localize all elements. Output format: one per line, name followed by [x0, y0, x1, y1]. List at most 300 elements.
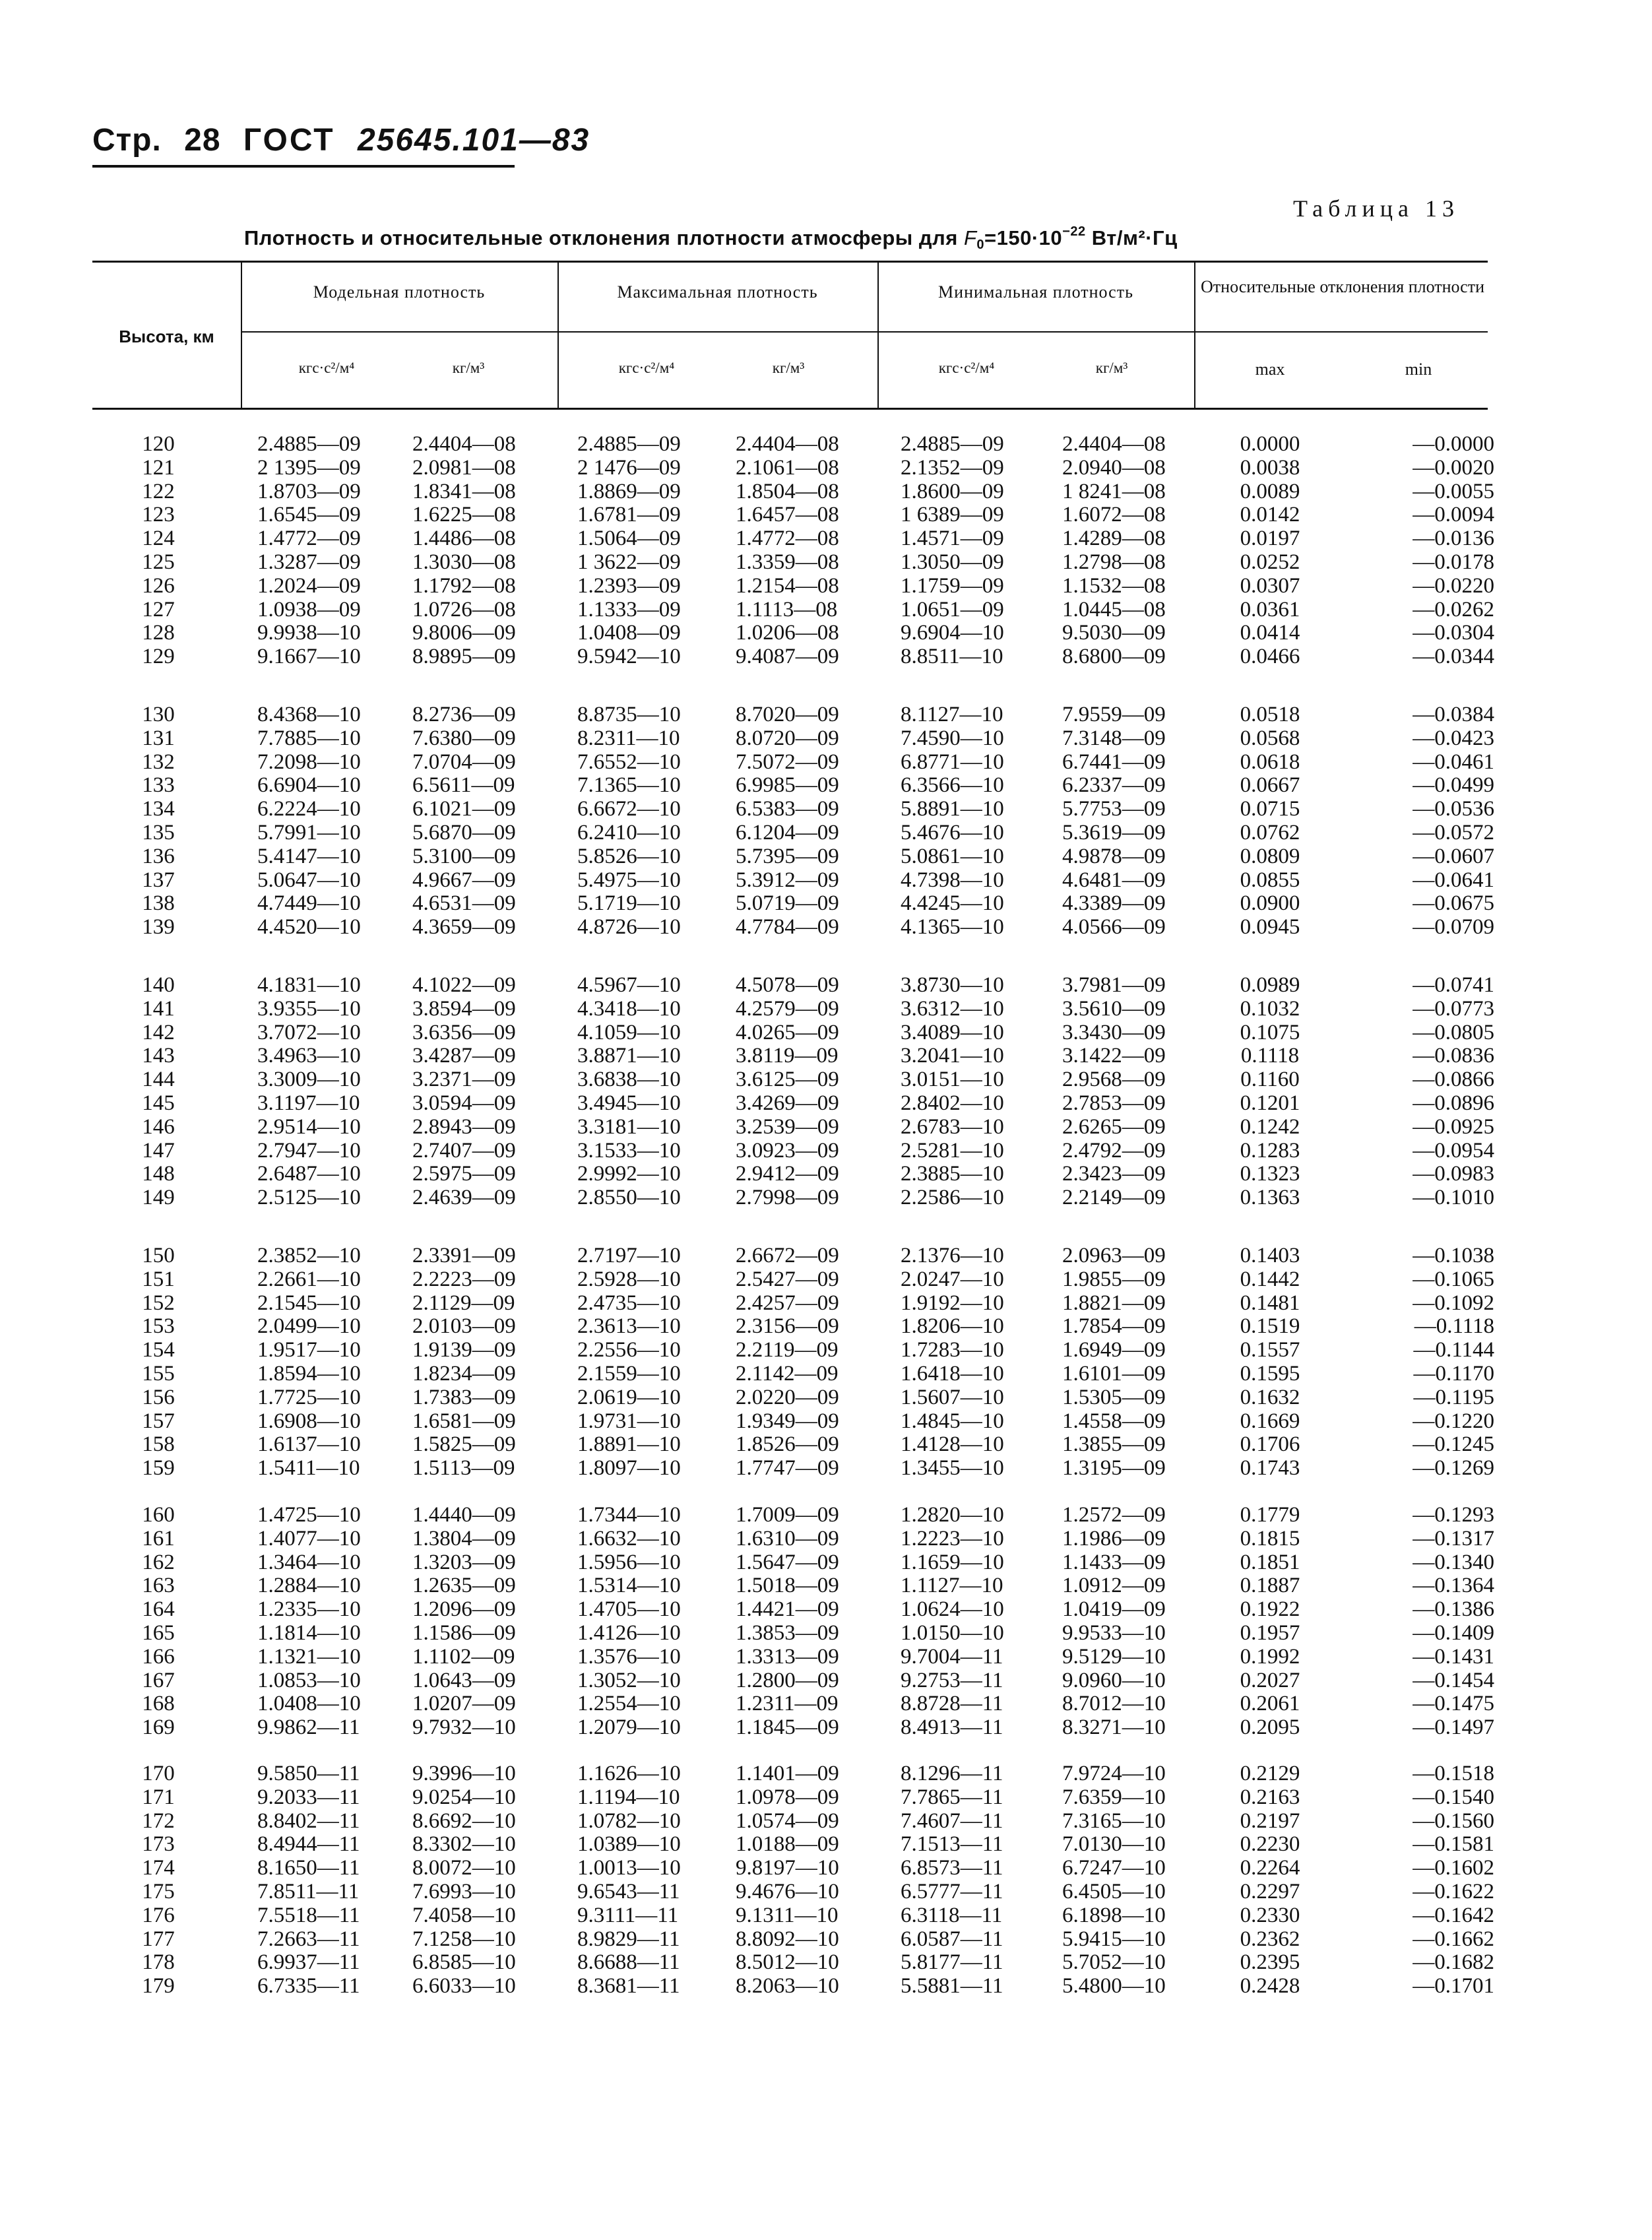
min-kgs-cell: 6.3566—10	[901, 773, 1004, 798]
height-cell: 175	[142, 1880, 175, 1904]
model-kgs-cell: 2.6487—10	[257, 1162, 361, 1186]
min-kg-cell: 8.7012—10	[1062, 1692, 1166, 1716]
model-kg-cell: 3.8594—09	[412, 996, 516, 1021]
running-header	[92, 122, 603, 158]
height-cell: 152	[142, 1291, 175, 1315]
rel-min-cell: —0.0262	[1413, 597, 1494, 622]
model-kg-cell: 9.3996—10	[412, 1762, 516, 1785]
caption-symbol: F	[963, 226, 977, 249]
rel-max-cell: 0.0197	[1240, 527, 1300, 551]
rel-max-cell: 0.0900	[1240, 891, 1300, 916]
model-kg-cell: 2.7407—09	[412, 1138, 516, 1163]
table-row	[0, 1904, 1652, 1927]
model-kg-cell: 7.6380—09	[412, 726, 516, 750]
rel-max-cell: 0.0466	[1240, 645, 1300, 669]
rel-max-cell: 0.0518	[1240, 703, 1300, 726]
height-cell: 159	[142, 1456, 175, 1481]
rel-min-cell: —0.1065	[1413, 1267, 1494, 1291]
height-cell: 145	[142, 1091, 175, 1115]
max-kgs-cell: 1.3052—10	[577, 1668, 681, 1692]
model-kgs-cell: 6.2224—10	[257, 797, 361, 821]
model-kgs-cell: 6.9937—11	[257, 1950, 360, 1975]
model-kg-cell: 4.3659—09	[412, 915, 516, 940]
min-kgs-cell: 1.9192—10	[901, 1291, 1004, 1315]
min-kg-cell: 2.2149—09	[1062, 1186, 1166, 1210]
rel-max-cell: 0.2197	[1240, 1808, 1300, 1833]
max-kgs-cell: 1.4126—10	[577, 1621, 681, 1645]
height-cell: 136	[142, 844, 175, 868]
rel-max-cell: 0.0307	[1240, 573, 1300, 598]
model-kgs-cell: 1.3287—09	[257, 550, 361, 574]
model-kg-cell: 8.0072—10	[412, 1856, 516, 1880]
table-row	[0, 1809, 1652, 1833]
max-kg-cell: 1.1113—08	[736, 597, 838, 622]
min-kgs-cell: 7.4590—10	[901, 726, 1004, 750]
model-kg-cell: 7.0704—09	[412, 750, 516, 774]
height-cell: 126	[142, 573, 175, 598]
model-kgs-cell: 8.1650—11	[257, 1856, 360, 1880]
max-kgs-cell: 4.1059—10	[577, 1020, 681, 1044]
max-kg-cell: 2.5427—09	[736, 1267, 839, 1291]
min-kg-cell: 2.6265—09	[1062, 1114, 1166, 1139]
rel-max-cell: 0.0000	[1240, 432, 1300, 456]
model-kg-cell: 1.4486—08	[412, 527, 516, 551]
standard-number: 25645.101—83	[357, 123, 590, 158]
min-kgs-cell: 1.2223—10	[901, 1526, 1004, 1551]
model-kgs-cell: 2.1545—10	[257, 1291, 361, 1315]
model-kgs-cell: 2 1395—09	[257, 455, 361, 480]
rel-max-cell: 0.1992	[1240, 1644, 1300, 1669]
min-kg-cell: 2.3423—09	[1062, 1162, 1166, 1186]
header-height: Высота, км	[119, 327, 214, 346]
height-cell: 178	[142, 1950, 175, 1975]
max-kg-cell: 9.4676—10	[736, 1880, 839, 1904]
table-row	[0, 1162, 1652, 1186]
header-min: Минимальная плотность	[938, 282, 1133, 302]
max-kg-cell: 6.9985—09	[736, 773, 839, 798]
rel-min-cell: —0.1293	[1413, 1503, 1494, 1527]
height-cell: 171	[142, 1785, 175, 1809]
min-kgs-cell: 9.6904—10	[901, 621, 1004, 645]
rel-max-cell: 0.0945	[1240, 915, 1300, 940]
standard-label: ГОСТ	[243, 123, 335, 158]
height-cell: 173	[142, 1832, 175, 1857]
min-kg-cell: 4.6481—09	[1062, 868, 1166, 892]
rel-min-cell: —0.1475	[1413, 1692, 1494, 1716]
max-kgs-cell: 9.6543—11	[577, 1880, 680, 1904]
rel-max-cell: 0.1815	[1240, 1526, 1300, 1551]
max-kg-cell: 2.1142—09	[736, 1362, 839, 1386]
model-kgs-cell: 9.5850—11	[257, 1762, 360, 1785]
model-kg-cell: 9.0254—10	[412, 1785, 516, 1809]
min-kgs-cell: 1.0651—09	[901, 597, 1004, 622]
min-kgs-cell: 1.5607—10	[901, 1385, 1004, 1409]
min-kg-cell: 1.6072—08	[1062, 503, 1166, 527]
page-number: 28	[184, 123, 221, 158]
max-kgs-cell: 2.4885—09	[577, 432, 681, 456]
model-kgs-cell: 1.1814—10	[257, 1621, 361, 1645]
rel-min-cell: —0.1497	[1413, 1715, 1494, 1740]
model-kgs-cell: 1.7725—10	[257, 1385, 361, 1409]
min-kgs-cell: 4.7398—10	[901, 868, 1004, 892]
max-kgs-cell: 4.3418—10	[577, 996, 681, 1021]
max-kgs-cell: 1.0389—10	[577, 1832, 681, 1857]
model-kg-cell: 7.1258—10	[412, 1927, 516, 1951]
min-kgs-cell: 4.4245—10	[901, 891, 1004, 916]
rel-min-cell: —0.1662	[1413, 1927, 1494, 1951]
max-kg-cell: 2.3156—09	[736, 1314, 839, 1339]
page-label: Стр.	[92, 123, 162, 158]
height-cell: 174	[142, 1856, 175, 1880]
rel-min-cell: —0.0344	[1413, 645, 1494, 669]
min-kg-cell: 9.9533—10	[1062, 1621, 1166, 1645]
max-kg-cell: 3.2539—09	[736, 1114, 839, 1139]
min-kgs-cell: 3.0151—10	[901, 1068, 1004, 1092]
height-cell: 155	[142, 1362, 175, 1386]
height-cell: 148	[142, 1162, 175, 1186]
model-kg-cell: 1.5113—09	[412, 1456, 515, 1481]
height-cell: 128	[142, 621, 175, 645]
table-row	[0, 480, 1652, 503]
max-kg-cell: 1.3359—08	[736, 550, 839, 574]
rel-min-cell: —0.1220	[1413, 1409, 1494, 1433]
height-cell: 162	[142, 1550, 175, 1574]
max-kg-cell: 5.7395—09	[736, 844, 839, 868]
rel-min-cell: —0.0304	[1413, 621, 1494, 645]
max-kg-cell: 2.6672—09	[736, 1244, 839, 1267]
model-kgs-cell: 1.6545—09	[257, 503, 361, 527]
rel-min-cell: —0.0572	[1413, 821, 1494, 845]
max-kg-cell: 3.8119—09	[736, 1044, 839, 1068]
model-kg-cell: 1.1586—09	[412, 1621, 516, 1645]
max-kgs-cell: 3.4945—10	[577, 1091, 681, 1115]
rel-min-cell: —0.0220	[1413, 573, 1494, 598]
rel-max-cell: 0.1283	[1240, 1138, 1300, 1163]
caption-subscript: 0	[976, 238, 984, 252]
max-kg-cell: 1.4421—09	[736, 1597, 839, 1622]
rel-max-cell: 0.1032	[1240, 996, 1300, 1021]
rel-max-cell: 0.1779	[1240, 1503, 1300, 1527]
model-kgs-cell: 2.9514—10	[257, 1114, 361, 1139]
min-kgs-cell: 5.0861—10	[901, 844, 1004, 868]
table-row	[0, 915, 1652, 939]
rel-min-cell: —0.0178	[1413, 550, 1494, 574]
rel-max-cell: 0.1887	[1240, 1574, 1300, 1598]
min-kgs-cell: 2.8402—10	[901, 1091, 1004, 1115]
model-kg-cell: 8.2736—09	[412, 703, 516, 726]
table-row	[0, 1974, 1652, 1998]
max-kg-cell: 1.5018—09	[736, 1574, 839, 1598]
table-row	[0, 574, 1652, 598]
model-kgs-cell: 3.1197—10	[257, 1091, 360, 1115]
min-kgs-cell: 7.7865—11	[901, 1785, 1003, 1809]
max-kgs-cell: 5.8526—10	[577, 844, 681, 868]
max-kg-cell: 1.2800—09	[736, 1668, 839, 1692]
height-cell: 139	[142, 915, 175, 940]
table-row	[0, 821, 1652, 845]
model-kgs-cell: 1.4077—10	[257, 1526, 361, 1551]
rel-min-cell: —0.1195	[1413, 1385, 1494, 1409]
max-kgs-cell: 1.2079—10	[577, 1715, 681, 1740]
rel-max-cell: 0.0618	[1240, 750, 1300, 774]
model-kg-cell: 6.8585—10	[412, 1950, 516, 1975]
rel-max-cell: 0.0252	[1240, 550, 1300, 574]
table-caption	[244, 224, 1234, 253]
height-cell: 165	[142, 1621, 175, 1645]
max-kgs-cell: 8.9829—11	[577, 1927, 680, 1951]
min-kg-cell: 3.3430—09	[1062, 1020, 1166, 1044]
max-kgs-cell: 6.6672—10	[577, 797, 681, 821]
min-kgs-cell: 1.4845—10	[901, 1409, 1004, 1433]
header-relative: Относительные отклонения плотности	[1201, 277, 1484, 296]
rel-max-cell: 0.1363	[1240, 1186, 1300, 1210]
caption-unit: Вт/м²·Гц	[1091, 226, 1178, 249]
rel-max-cell: 0.0715	[1240, 797, 1300, 821]
model-kgs-cell: 1.3464—10	[257, 1550, 361, 1574]
model-kgs-cell: 1.2024—09	[257, 573, 361, 598]
max-kgs-cell: 2.9992—10	[577, 1162, 681, 1186]
max-kgs-cell: 1.6632—10	[577, 1526, 681, 1551]
height-cell: 166	[142, 1644, 175, 1669]
min-kgs-cell: 1.1759—09	[901, 573, 1004, 598]
height-cell: 138	[142, 891, 175, 916]
rel-max-cell: 0.1118	[1240, 1044, 1300, 1068]
model-kg-cell: 2.2223—09	[412, 1267, 516, 1291]
rel-min-cell: —0.1317	[1413, 1526, 1494, 1551]
max-kg-cell: 9.8197—10	[736, 1856, 839, 1880]
min-kg-cell: 8.3271—10	[1062, 1715, 1166, 1740]
height-cell: 163	[142, 1574, 175, 1598]
model-kg-cell: 2.4639—09	[412, 1186, 516, 1210]
max-kg-cell: 5.3912—09	[736, 868, 839, 892]
max-kg-cell: 1.0574—09	[736, 1808, 839, 1833]
model-kg-cell: 4.1022—09	[412, 973, 516, 997]
max-kg-cell: 4.5078—09	[736, 973, 839, 997]
max-kgs-cell: 2.0619—10	[577, 1385, 681, 1409]
min-kgs-cell: 7.4607—11	[901, 1808, 1003, 1833]
max-kg-cell: 1.6310—09	[736, 1526, 839, 1551]
model-kg-cell: 2.4404—08	[412, 432, 516, 456]
max-kgs-cell: 1.0408—09	[577, 621, 681, 645]
min-kg-cell: 3.1422—09	[1062, 1044, 1166, 1068]
max-kgs-cell: 3.8871—10	[577, 1044, 681, 1068]
model-kg-cell: 1.9139—09	[412, 1338, 516, 1362]
rel-min-cell: —0.0641	[1413, 868, 1494, 892]
min-kg-cell: 1.5305—09	[1062, 1385, 1166, 1409]
min-kg-cell: 1.1532—08	[1062, 573, 1166, 598]
min-kgs-cell: 6.0587—11	[901, 1927, 1003, 1951]
rel-max-cell: 0.2163	[1240, 1785, 1300, 1809]
max-kgs-cell: 1.5064—09	[577, 527, 681, 551]
table-row	[0, 973, 1652, 997]
max-kg-cell: 8.2063—10	[736, 1974, 839, 1999]
rel-min-cell: —0.0983	[1413, 1162, 1494, 1186]
min-kgs-cell: 1.8206—10	[901, 1314, 1004, 1339]
max-kg-cell: 1.7009—09	[736, 1503, 839, 1527]
max-kgs-cell: 2.2556—10	[577, 1338, 681, 1362]
rel-max-cell: 0.2095	[1240, 1715, 1300, 1740]
table-row	[0, 621, 1652, 645]
rel-max-cell: 0.1075	[1240, 1020, 1300, 1044]
rel-max-cell: 0.0414	[1240, 621, 1300, 645]
model-kg-cell: 1.1792—08	[412, 573, 516, 598]
model-kgs-cell: 2.2661—10	[257, 1267, 361, 1291]
model-kg-cell: 3.4287—09	[412, 1044, 516, 1068]
model-kgs-cell: 5.7991—10	[257, 821, 361, 845]
max-kg-cell: 5.0719—09	[736, 891, 839, 916]
height-cell: 150	[142, 1244, 175, 1267]
max-kg-cell: 2.9412—09	[736, 1162, 839, 1186]
header-max-short: max	[1255, 360, 1285, 379]
model-kgs-cell: 2.0499—10	[257, 1314, 361, 1339]
max-kgs-cell: 1.2393—09	[577, 573, 681, 598]
model-kg-cell: 1.3804—09	[412, 1526, 516, 1551]
table-row	[0, 1785, 1652, 1809]
rel-min-cell: —0.0773	[1413, 996, 1494, 1021]
header-min-short: min	[1405, 360, 1432, 379]
max-kgs-cell: 1.1194—10	[577, 1785, 680, 1809]
model-kgs-cell: 1.9517—10	[257, 1338, 361, 1362]
max-kgs-cell: 1.0013—10	[577, 1856, 681, 1880]
rel-max-cell: 0.1442	[1240, 1267, 1300, 1291]
table-row	[0, 1574, 1652, 1597]
height-cell: 179	[142, 1974, 175, 1999]
max-kg-cell: 1.8504—08	[736, 479, 839, 503]
table-row	[0, 750, 1652, 774]
max-kgs-cell: 3.6838—10	[577, 1068, 681, 1092]
table-row	[0, 1692, 1652, 1715]
max-kg-cell: 7.5072—09	[736, 750, 839, 774]
model-kgs-cell: 1.2335—10	[257, 1597, 361, 1622]
min-kgs-cell: 8.1296—11	[901, 1762, 1003, 1785]
rel-min-cell: —0.1622	[1413, 1880, 1494, 1904]
min-kg-cell: 1.1433—09	[1062, 1550, 1166, 1574]
min-kg-cell: 5.9415—10	[1062, 1927, 1166, 1951]
min-kg-cell: 7.0130—10	[1062, 1832, 1166, 1857]
max-kg-cell: 4.0265—09	[736, 1020, 839, 1044]
model-kgs-cell: 5.0647—10	[257, 868, 361, 892]
model-kgs-cell: 1.4725—10	[257, 1503, 361, 1527]
rel-min-cell: —0.1245	[1413, 1432, 1494, 1457]
height-cell: 164	[142, 1597, 175, 1622]
header-max: Максимальная плотность	[617, 282, 818, 302]
table-row	[0, 1715, 1652, 1739]
min-kg-cell: 7.3165—10	[1062, 1808, 1166, 1833]
min-kgs-cell: 2.1352—09	[901, 455, 1004, 480]
model-kg-cell: 3.0594—09	[412, 1091, 516, 1115]
max-kgs-cell: 8.2311—10	[577, 726, 680, 750]
min-kg-cell: 5.7052—10	[1062, 1950, 1166, 1975]
rel-min-cell: —0.0094	[1413, 503, 1494, 527]
min-kg-cell: 1.0445—08	[1062, 597, 1166, 622]
max-kg-cell: 2.2119—09	[736, 1338, 839, 1362]
height-cell: 134	[142, 797, 175, 821]
table-row	[0, 1314, 1652, 1338]
rel-max-cell: 0.2395	[1240, 1950, 1300, 1975]
min-kgs-cell: 3.8730—10	[901, 973, 1004, 997]
rel-min-cell: —0.1560	[1413, 1808, 1494, 1833]
max-kgs-cell: 7.1365—10	[577, 773, 681, 798]
table-row	[0, 1068, 1652, 1091]
rel-min-cell: —0.1118	[1414, 1314, 1494, 1339]
min-kg-cell: 7.3148—09	[1062, 726, 1166, 750]
table-row	[0, 1267, 1652, 1291]
rel-max-cell: 0.2129	[1240, 1762, 1300, 1785]
min-kgs-cell: 1.4128—10	[901, 1432, 1004, 1457]
model-kgs-cell: 1.2884—10	[257, 1574, 361, 1598]
min-kg-cell: 1.9855—09	[1062, 1267, 1166, 1291]
caption-exponent: −22	[1062, 224, 1086, 239]
min-kgs-cell: 6.8771—10	[901, 750, 1004, 774]
table-row	[0, 1950, 1652, 1974]
rel-max-cell: 0.0089	[1240, 479, 1300, 503]
height-cell: 169	[142, 1715, 175, 1740]
model-kg-cell: 6.5611—09	[412, 773, 515, 798]
min-kgs-cell: 5.5881—11	[901, 1974, 1003, 1999]
table-row	[0, 645, 1652, 668]
table-row	[0, 845, 1652, 868]
table-row	[0, 503, 1652, 527]
header-divider	[557, 263, 559, 408]
max-kgs-cell: 2.3613—10	[577, 1314, 681, 1339]
height-cell: 125	[142, 550, 175, 574]
height-cell: 123	[142, 503, 175, 527]
max-kgs-cell: 2.8550—10	[577, 1186, 681, 1210]
max-kgs-cell: 1.7344—10	[577, 1503, 681, 1527]
model-kgs-cell: 8.8402—11	[257, 1808, 360, 1833]
model-kg-cell: 1.7383—09	[412, 1385, 516, 1409]
rel-max-cell: 0.1481	[1240, 1291, 1300, 1315]
max-kg-cell: 3.6125—09	[736, 1068, 839, 1092]
max-kg-cell: 6.5383—09	[736, 797, 839, 821]
height-cell: 121	[142, 455, 175, 480]
rel-min-cell: —0.0423	[1413, 726, 1494, 750]
model-kgs-cell: 8.4944—11	[257, 1832, 360, 1857]
min-kg-cell: 5.7753—09	[1062, 797, 1166, 821]
height-cell: 172	[142, 1808, 175, 1833]
height-cell: 144	[142, 1068, 175, 1092]
min-kgs-cell: 2.2586—10	[901, 1186, 1004, 1210]
model-kg-cell: 1.2635—09	[412, 1574, 516, 1598]
min-kg-cell: 6.2337—09	[1062, 773, 1166, 798]
table-row	[0, 1338, 1652, 1362]
min-kg-cell: 2.4792—09	[1062, 1138, 1166, 1163]
header-bottom-rule	[92, 408, 1488, 410]
table-row	[0, 868, 1652, 892]
model-kg-cell: 7.4058—10	[412, 1903, 516, 1927]
model-kg-cell: 2.0981—08	[412, 455, 516, 480]
max-kgs-cell: 3.1533—10	[577, 1138, 681, 1163]
height-cell: 176	[142, 1903, 175, 1927]
max-kgs-cell: 3.3181—10	[577, 1114, 681, 1139]
model-kg-cell: 1.0207—09	[412, 1692, 516, 1716]
min-kgs-cell: 5.8891—10	[901, 797, 1004, 821]
max-kgs-cell: 1.5314—10	[577, 1574, 681, 1598]
min-kg-cell: 1.7854—09	[1062, 1314, 1166, 1339]
model-kg-cell: 1.3203—09	[412, 1550, 516, 1574]
min-kg-cell: 1.3855—09	[1062, 1432, 1166, 1457]
unit-kgs: кгс·с²/м⁴	[618, 360, 675, 376]
model-kg-cell: 1.8234—09	[412, 1362, 516, 1386]
table-row	[0, 997, 1652, 1021]
table-row	[0, 773, 1652, 797]
model-kg-cell: 7.6993—10	[412, 1880, 516, 1904]
rel-min-cell: —0.0954	[1413, 1138, 1494, 1163]
model-kg-cell: 1.6225—08	[412, 503, 516, 527]
model-kgs-cell: 8.4368—10	[257, 703, 361, 726]
model-kg-cell: 1.1102—09	[412, 1644, 515, 1669]
model-kgs-cell: 9.9938—10	[257, 621, 361, 645]
